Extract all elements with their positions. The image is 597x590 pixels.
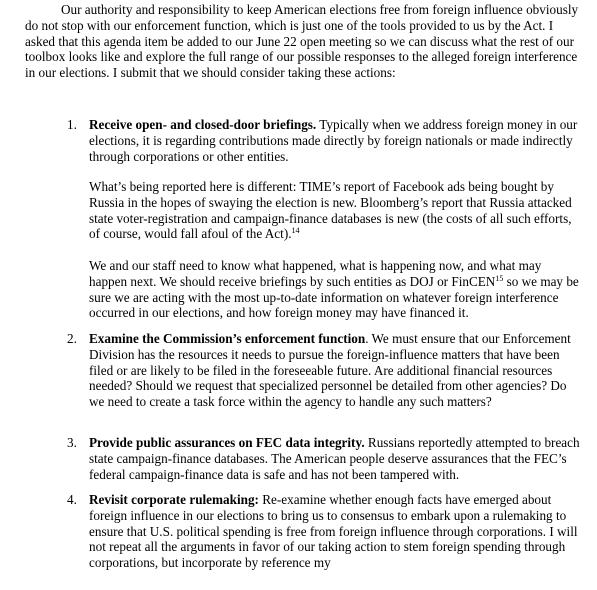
item-text: Re-examine whether enough facts have emerged about foreign influence in our elections to bring us to consensus to embark upon a rulemaking to ensure that U.S. political spending is free from foreign influence through corporations. I will not repeat all the arguments in favor of our taking action to stem foreign spending through corporations, but incorporate by reference my bbox=[89, 492, 578, 571]
item-2-paragraph bbox=[89, 331, 581, 410]
paragraph-text: so we may be sure we are acting with the most up-to-date information on whatever foreign interference occurred in our elections, and how foreign money may have financed it. bbox=[89, 273, 579, 321]
intro-paragraph: Our authority and responsibility to keep American elections free from foreign influence obviously do not stop with our enforcement function, which is just one of the tools provided to us by the Act. I asked that this agenda item be added to our June 22 open meeting so we can discuss what the rest of our toolbox looks like and explore the full range of our possible responses to the alleged foreign interference in our elections. I submit that we should consider taking these actions: bbox=[25, 2, 579, 81]
item-number: 4. bbox=[67, 492, 77, 507]
item-heading: Revisit corporate rulemaking: bbox=[89, 492, 259, 507]
item-1-paragraph-2 bbox=[89, 179, 581, 242]
item-number: 2. bbox=[67, 331, 77, 346]
item-number: 1. bbox=[67, 117, 77, 132]
item-1-paragraph-1 bbox=[89, 117, 581, 164]
item-text: . We must ensure that our Enforcement Division has the resources it needs to pursue the foreign-influence matters that have been filed or are likely to be filed in the foreseeable future. Are additional financial resources needed? Should we request that specialized personnel be detailed from other agencies? Do we need to create a task force within the agency to handle any such matters? bbox=[89, 331, 571, 410]
item-heading: Provide public assurances on FEC data integrity. bbox=[89, 435, 365, 450]
item-text: Russians reportedly attempted to breach state campaign-finance databases. The American people deserve assurances that the FEC’s federal campaign-finance data is safe and has not been tampered with. bbox=[89, 435, 580, 482]
footnote-14: 14 bbox=[291, 226, 300, 236]
item-1-paragraph-3 bbox=[89, 258, 581, 321]
footnote-15: 15 bbox=[495, 273, 504, 283]
paragraph-text: We and our staff need to know what happened, what is happening now, and what may happen next. We should receive briefings by such entities as DOJ or FinCEN bbox=[89, 258, 542, 289]
item-heading: Receive open- and closed-door briefings. bbox=[89, 117, 317, 132]
item-4-paragraph bbox=[89, 492, 581, 571]
paragraph-text: What’s being reported here is different: TIME’s report of Facebook ads being bought by Russia in the hopes of swaying the election is new. Bloomberg’s report that Russia attacked state voter-registration and campaign-finance databases is new (the costs of all such efforts, of course, would fall afoul of the Act). bbox=[89, 179, 572, 242]
item-text: Typically when we address foreign money in our elections, it is regarding contributions made directly by foreign nationals or made indirectly through corporations or other entities. bbox=[89, 117, 578, 164]
item-number: 3. bbox=[67, 435, 77, 450]
item-heading: Examine the Commission’s enforcement function bbox=[89, 331, 366, 346]
item-3-paragraph bbox=[89, 435, 581, 482]
